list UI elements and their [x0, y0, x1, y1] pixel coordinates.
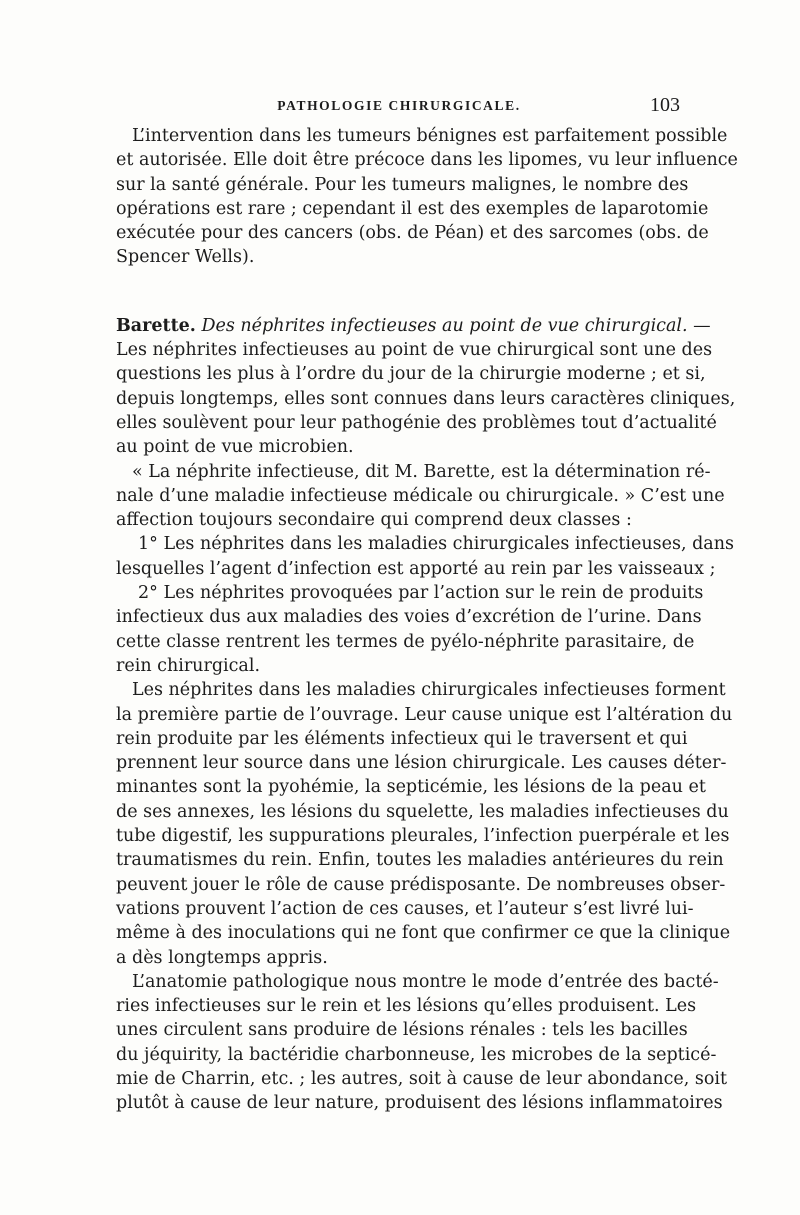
text-line: L’anatomie pathologique nous montre le mode d’entrée des bacté-	[132, 971, 719, 992]
text-line: 2° Les néphrites provoquées par l’action sur le rein de produits	[138, 583, 704, 604]
text-line: minantes sont la pyohémie, la septicémie, les lésions de la peau et	[116, 777, 706, 798]
text-line: de ses annexes, les lésions du squelette, les maladies infectieuses du	[116, 801, 729, 822]
text-line: opérations est rare ; cependant il est des exemples de laparotomie	[116, 198, 709, 219]
em-dash: —	[693, 315, 711, 336]
text-line: plutôt à cause de leur nature, produisent des lésions inflammatoires	[116, 1093, 723, 1114]
text-line: unes circulent sans produire de lésions rénales : tels les bacilles	[116, 1020, 688, 1041]
text-line: « La néphrite infectieuse, dit M. Barette, est la détermination ré-	[132, 461, 711, 482]
section-gap	[116, 270, 682, 314]
text-line: du jéquirity, la bactéridie charbonneuse, les microbes de la septicé-	[116, 1044, 717, 1065]
text-line: depuis longtemps, elles sont connues dans leurs caractères cliniques,	[116, 388, 736, 409]
text-line: traumatismes du rein. Enfin, toutes les maladies antérieures du rein	[116, 850, 724, 871]
text-line: peuvent jouer le rôle de cause prédisposante. De nombreuses obser-	[116, 874, 726, 895]
text-line: L’intervention dans les tumeurs bénignes est parfaitement possible	[132, 126, 728, 146]
text-line: infectieux dus aux maladies des voies d’excrétion de l’urine. Dans	[116, 607, 702, 628]
text-line: Les néphrites dans les maladies chirurgicales infectieuses forment	[132, 680, 726, 701]
review-heading	[116, 314, 711, 338]
text-line: cette classe rentrent les termes de pyélo-néphrite parasitaire, de	[116, 631, 695, 652]
text-line: rein chirurgical.	[116, 655, 261, 676]
body-text	[116, 124, 738, 1116]
text-line: 1° Les néphrites dans les maladies chirurgicales infectieuses, dans	[138, 534, 734, 555]
text-line: même à des inoculations qui ne font que confirmer ce que la clinique	[116, 923, 731, 944]
text-line: tube digestif, les suppurations pleurales, l’infection puerpérale et les	[116, 826, 730, 847]
text-line: questions les plus à l’ordre du jour de la chirurgie moderne ; et si,	[116, 364, 706, 385]
text-line: la première partie de l’ouvrage. Leur cause unique est l’altération du	[116, 704, 733, 725]
text-line: elles soulèvent pour leur pathogénie des problèmes tout d’actualité	[116, 412, 717, 433]
text-line: mie de Charrin, etc. ; les autres, soit à cause de leur abondance, soit	[116, 1068, 728, 1089]
text-line: affection toujours secondaire qui comprend deux classes :	[116, 510, 632, 531]
review-title: Des néphrites infectieuses au point de vue chirurgical.	[201, 315, 688, 336]
text-line: nale d’une maladie infectieuse médicale ou chirurgicale. » C’est une	[116, 485, 725, 506]
text-line: lesquelles l’agent d’infection est apporté au rein par les vaisseaux ;	[116, 558, 716, 579]
text-line: Les néphrites infectieuses au point de vue chirurgical sont une des	[116, 340, 713, 361]
text-line: a dès longtemps appris.	[116, 947, 328, 968]
text-line: et autorisée. Elle doit être précoce dans les lipomes, vu leur influence	[116, 150, 738, 171]
text-line: Spencer Wells).	[116, 247, 255, 268]
text-line: ries infectieuses sur le rein et les lésions qu’elles produisent. Les	[116, 996, 697, 1017]
text-line: sur la santé générale. Pour les tumeurs malignes, le nombre des	[116, 174, 689, 195]
text-line: vations prouvent l’action de ces causes, et l’auteur s’est livré lui-	[116, 898, 694, 919]
text-line: au point de vue microbien.	[116, 437, 354, 458]
page-number: 103	[650, 94, 680, 116]
page-header	[116, 94, 682, 120]
review-author: Barette.	[116, 315, 196, 336]
text-line: rein produite par les éléments infectieux qui le traversent et qui	[116, 728, 688, 749]
running-head: PATHOLOGIE CHIRURGICALE.	[277, 98, 521, 113]
text-line: exécutée pour des cancers (obs. de Péan) et des sarcomes (obs. de	[116, 223, 709, 244]
text-line: prennent leur source dans une lésion chirurgicale. Les causes déter-	[116, 753, 727, 774]
